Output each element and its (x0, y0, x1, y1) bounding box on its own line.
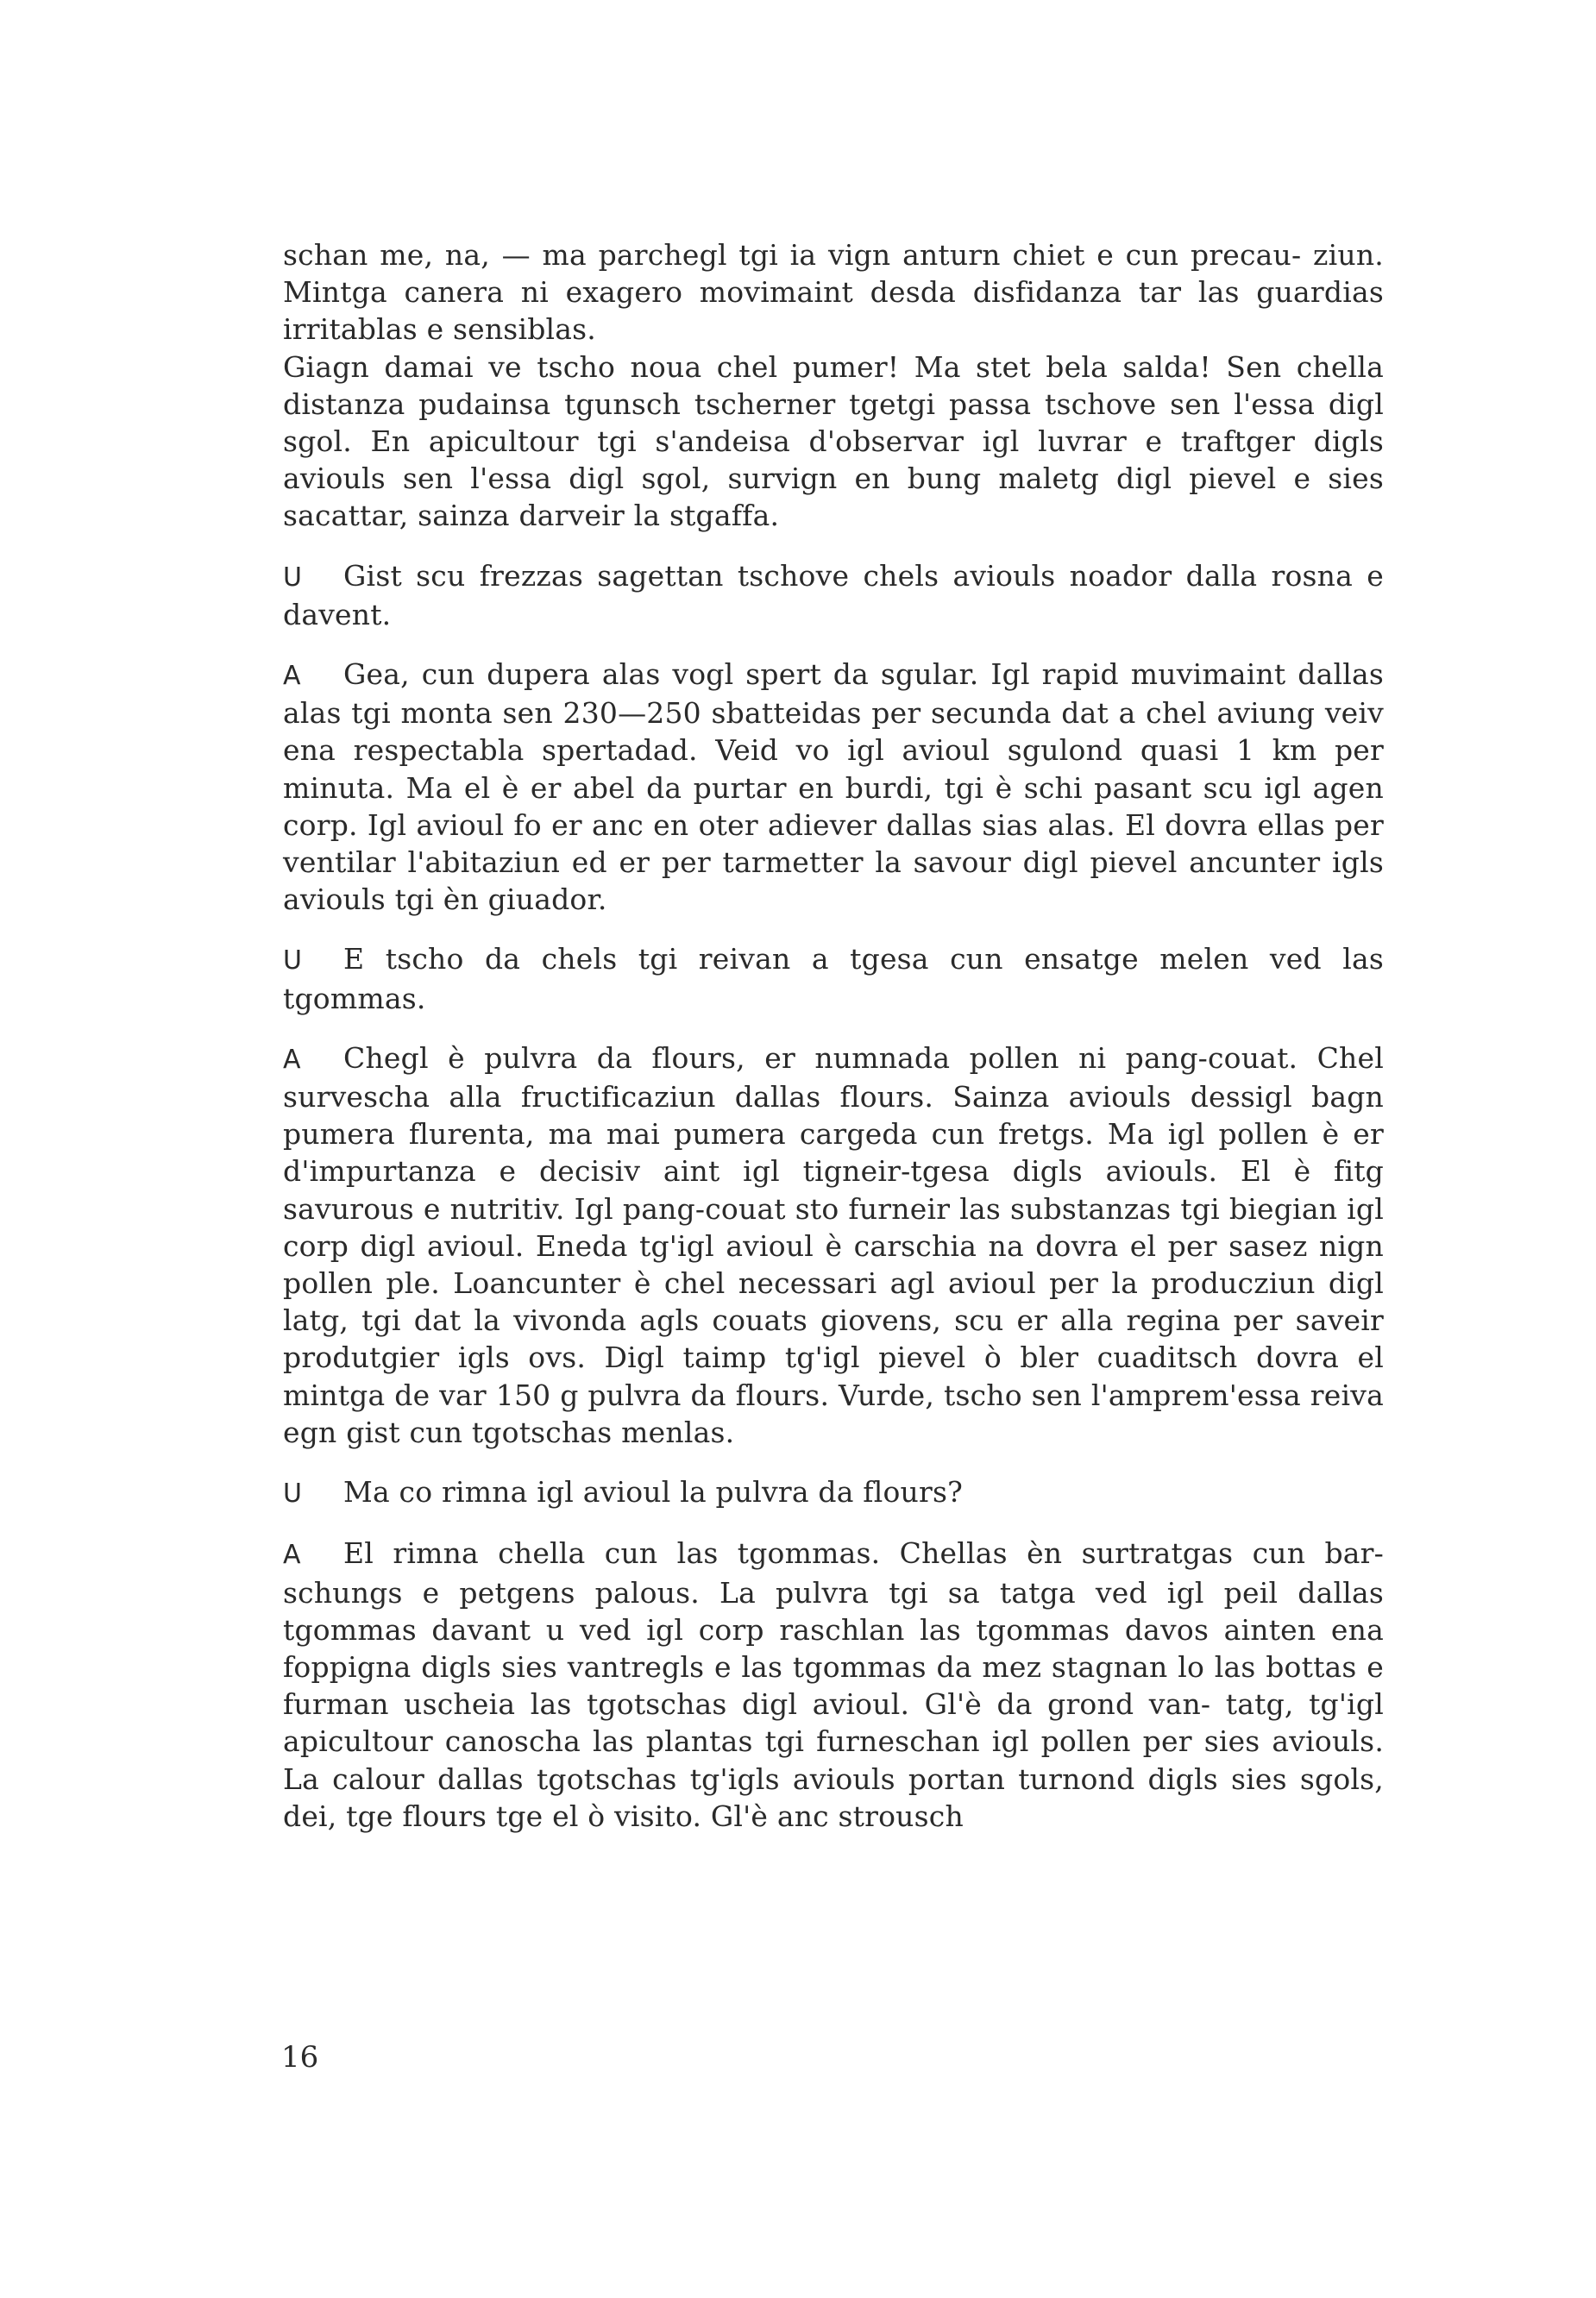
paragraph-intro (283, 236, 1384, 348)
text-line: Chegl è pulvra da flours, er numnada pollen ni pang-couat. Chel (343, 1040, 1384, 1075)
speaker-label: U (283, 1479, 303, 1510)
text-line: tgi biegian igl corp digl avioul. Eneda tg'igl avioul è carschia na (283, 1191, 1384, 1263)
dialogue-entry (283, 1039, 1384, 1451)
text-line: E tscho da chels tgi reivan a tgesa cun ensatge melen ved las (343, 942, 1384, 976)
dialogue-entry (283, 1535, 1384, 1835)
text-line: foppigna digls sies vantregls e las tgommas da mez stagnan lo las (283, 1649, 1256, 1684)
text-line: digl pievel e sies sacattar, sainza darveir la stgaffa. (283, 461, 1384, 533)
text-line: quasi 1 km per minuta. Ma el è er abel da purtar en burdi, tgi è schi (283, 733, 1384, 805)
text-line: guardias irritablas e sensiblas. (283, 275, 1384, 347)
page-number: 16 (281, 2040, 319, 2075)
text-line: tatg, tg'igl apicultour canoscha las plantas tgi furneschan igl pollen (283, 1687, 1384, 1759)
text-line: Ma co rimna igl avioul la pulvra da flours? (343, 1475, 964, 1510)
paragraph-intro-2 (283, 348, 1384, 535)
text-line: tgommas. (283, 981, 426, 1015)
text-line: menlas. (621, 1415, 735, 1449)
text-line: fitg savurous e nutritiv. Igl pang-couat sto furneir las substanzas (283, 1154, 1385, 1226)
dialogue-entry (283, 1473, 1384, 1512)
text-line: turnond digls sies sgols, dei, tge flours tge el ò visito. Gl'è anc strousch (283, 1761, 1384, 1833)
text-line: Gist scu frezzas sagettan tschove chels aviouls noador dalla rosna (343, 558, 1353, 593)
text-line: Gea, cun dupera alas vogl spert da sgular. Igl rapid muvimaint (343, 657, 1286, 692)
text-line: dovra el per sasez nign pollen ple. Loancunter è chel necessari agl (283, 1228, 1384, 1301)
speaker-label: U (283, 562, 303, 593)
text-line: schan me, na, — ma parchegl tgi ia vign anturn chiet e cun precau- (283, 238, 1302, 272)
text-line: pumera flurenta, ma mai pumera cargeda cun fretgs. Ma igl pollen (283, 1117, 1309, 1152)
text-line: per sies aviouls. La calour dallas tgotschas tg'igls aviouls portan (283, 1724, 1385, 1796)
text-line: tgommas davant u ved igl corp raschlan las tgommas davos ainten ena (283, 1612, 1384, 1647)
text-line: bottas e furman uscheia las tgotschas digl avioul. Gl'è da grond van- (283, 1649, 1384, 1722)
text-line: ziun. Mintga canera ni exagero movimaint desda disfidanza tar las (283, 238, 1384, 310)
text-line: l'essa digl sgol. En apicultour tgi s'andeisa d'observar igl luvrar e (283, 386, 1384, 459)
text-line: El rimna chella cun las tgommas. Chellas èn surtratgas cun bar- (343, 1536, 1384, 1571)
text-line: tg'igl pievel ò bler cuaditsch dovra el mintga de var 150 g pulvra da (283, 1340, 1385, 1412)
text-line: Giagn damai ve tscho noua chel pumer! Ma stet bela salda! Sen (283, 349, 1282, 384)
dialogue-entry (283, 656, 1384, 918)
text-line: sias alas. El dovra ellas per ventilar l'abitaziun ed er per tarmetter (283, 807, 1384, 880)
text-line: giovens, scu er alla regina per saveir produtgier igls ovs. Digl taimp (283, 1303, 1384, 1375)
text-line: dallas alas tgi monta sen 230—250 sbatteidas per secunda dat a (283, 657, 1384, 731)
text-line: flours. Vurde, tscho sen l'amprem'essa reiva egn gist cun tgotschas (283, 1378, 1384, 1449)
speaker-label: U (283, 945, 303, 976)
speaker-label: A (283, 1044, 301, 1075)
text-line: pasant scu igl agen corp. Igl avioul fo er anc en oter adiever dallas (283, 770, 1384, 842)
document-body (283, 236, 1384, 1835)
text-line: chella distanza pudainsa tgunsch tscherner tgetgi passa tschove sen (283, 349, 1384, 421)
dialogue-entry (283, 557, 1384, 633)
text-line: schungs e petgens palous. La pulvra tgi sa tatga ved igl peil dallas (283, 1575, 1384, 1610)
text-line: la savour digl pievel ancunter igls aviouls tgi èn giuador. (283, 845, 1384, 917)
text-line: traftger digls aviouls sen l'essa digl sgol, survign en bung maletg (283, 424, 1384, 496)
speaker-label: A (283, 1540, 301, 1571)
text-line: è er d'impurtanza e decisiv aint igl tigneir-tgesa digls aviouls. El è (283, 1117, 1384, 1189)
text-line: e davent. (283, 558, 1384, 631)
dialogue-entry (283, 940, 1384, 1016)
text-line: chel aviung veiv ena respectabla spertadad. Veid vo igl avioul sgulond (283, 696, 1384, 768)
speaker-label: A (283, 661, 301, 692)
text-line: avioul per la producziun digl latg, tgi dat la vivonda agls couats (283, 1266, 1384, 1338)
text-line: survescha alla fructificaziun dallas flours. Sainza aviouls dessigl bagn (283, 1080, 1384, 1114)
